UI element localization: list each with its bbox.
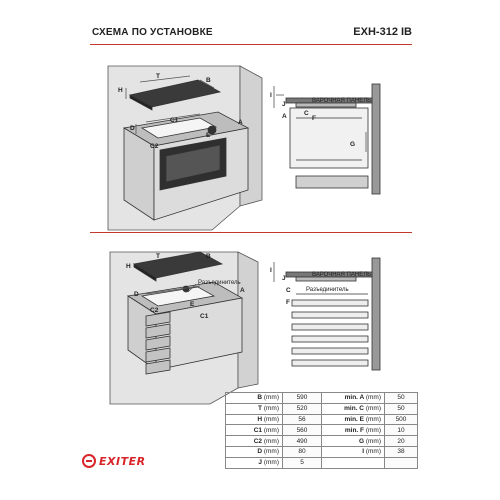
dim-key: B xyxy=(257,394,263,402)
dim-unit: (mm) xyxy=(263,415,279,423)
oven-install-perspective xyxy=(108,66,262,230)
dim-unit: (mm) xyxy=(263,426,279,434)
label-a: A xyxy=(238,119,243,126)
label-side-g: G xyxy=(350,141,356,148)
logo-text: EXITER xyxy=(99,454,146,468)
page-title: СХЕМА ПО УСТАНОВКЕ xyxy=(92,27,213,38)
label-b-a: A xyxy=(240,287,245,294)
dim-value: 5 xyxy=(283,457,322,468)
section-rule xyxy=(90,232,412,233)
label-side-c: C xyxy=(304,110,309,117)
label-bs-j: J xyxy=(282,275,286,282)
label-b-b: B xyxy=(206,253,211,260)
label-b-c2: C2 xyxy=(150,307,159,314)
label-bs-i: I xyxy=(270,267,272,274)
table-row xyxy=(226,425,418,436)
dim-value: 520 xyxy=(283,403,322,414)
dim-unit: (mm) xyxy=(365,415,381,423)
drawer-install-perspective xyxy=(110,252,258,404)
dim-key: I xyxy=(362,448,365,456)
label-d: D xyxy=(130,125,135,132)
dim-key: H xyxy=(257,415,263,423)
table-row xyxy=(226,436,418,447)
dim-value: 10 xyxy=(385,425,418,436)
side-panel-label: ВАРОЧНАЯ ПАНЕЛЬ xyxy=(312,98,372,104)
dim-value: 80 xyxy=(283,446,322,457)
label-b: B xyxy=(206,77,211,84)
dim-unit: (mm) xyxy=(365,405,381,413)
dim-key: min. C xyxy=(344,405,365,413)
dim-unit: (mm) xyxy=(365,448,381,456)
dim-value: 50 xyxy=(385,393,418,404)
label-b-e: E xyxy=(190,301,195,308)
label-side-i: I xyxy=(270,92,272,99)
dim-unit: (mm) xyxy=(365,437,381,445)
label-c1: C1 xyxy=(170,117,179,124)
logo-mark-icon xyxy=(82,454,96,468)
dim-key: min. F xyxy=(344,426,365,434)
dim-key: T xyxy=(258,405,263,413)
dim-value: 20 xyxy=(385,436,418,447)
table-row xyxy=(226,457,418,468)
label-t: T xyxy=(156,73,160,80)
dim-unit: (mm) xyxy=(263,437,279,445)
dim-value: 50 xyxy=(385,403,418,414)
table-row xyxy=(226,446,418,457)
dim-value: 38 xyxy=(385,446,418,457)
label-e: E xyxy=(206,132,211,139)
dim-unit: (mm) xyxy=(365,394,381,402)
dim-unit: (mm) xyxy=(263,405,279,413)
label-h: H xyxy=(118,87,123,94)
label-side-a: A xyxy=(282,113,287,120)
dim-key: min. E xyxy=(344,415,365,423)
table-row xyxy=(226,403,418,414)
model-name: EXH-312 IB xyxy=(353,26,412,38)
label-bs-f: F xyxy=(286,299,290,306)
table-row xyxy=(226,414,418,425)
dim-unit: (mm) xyxy=(263,394,279,402)
table-row xyxy=(226,393,418,404)
dimensions-table xyxy=(225,392,418,469)
label-side-j: J xyxy=(282,101,286,108)
dim-key: J xyxy=(258,459,263,467)
side-panel-label-2: ВАРОЧНАЯ ПАНЕЛЬ xyxy=(312,272,372,278)
brand-logo xyxy=(82,454,146,468)
dim-value: 490 xyxy=(283,436,322,447)
side-connector-label: Разъединитель xyxy=(306,287,349,293)
connector-label: Разъединитель xyxy=(198,280,241,286)
dim-unit: (mm) xyxy=(263,448,279,456)
dim-value: 500 xyxy=(385,414,418,425)
dim-key: C1 xyxy=(253,426,263,434)
label-b-d: D xyxy=(134,291,139,298)
dim-key: min. A xyxy=(344,394,365,402)
label-c2: C2 xyxy=(150,143,159,150)
dim-value: 590 xyxy=(283,393,322,404)
label-b-t: T xyxy=(156,253,160,260)
dim-key: G xyxy=(358,437,365,445)
label-bs-c: C xyxy=(286,287,291,294)
dim-key: C2 xyxy=(253,437,263,445)
dim-unit: (mm) xyxy=(365,426,381,434)
label-b-h: H xyxy=(126,263,131,270)
dim-value: 56 xyxy=(283,414,322,425)
dim-value: 560 xyxy=(283,425,322,436)
label-side-f: F xyxy=(312,115,316,122)
label-b-c1: C1 xyxy=(200,313,209,320)
dim-unit: (mm) xyxy=(263,459,279,467)
dim-key: D xyxy=(257,448,263,456)
